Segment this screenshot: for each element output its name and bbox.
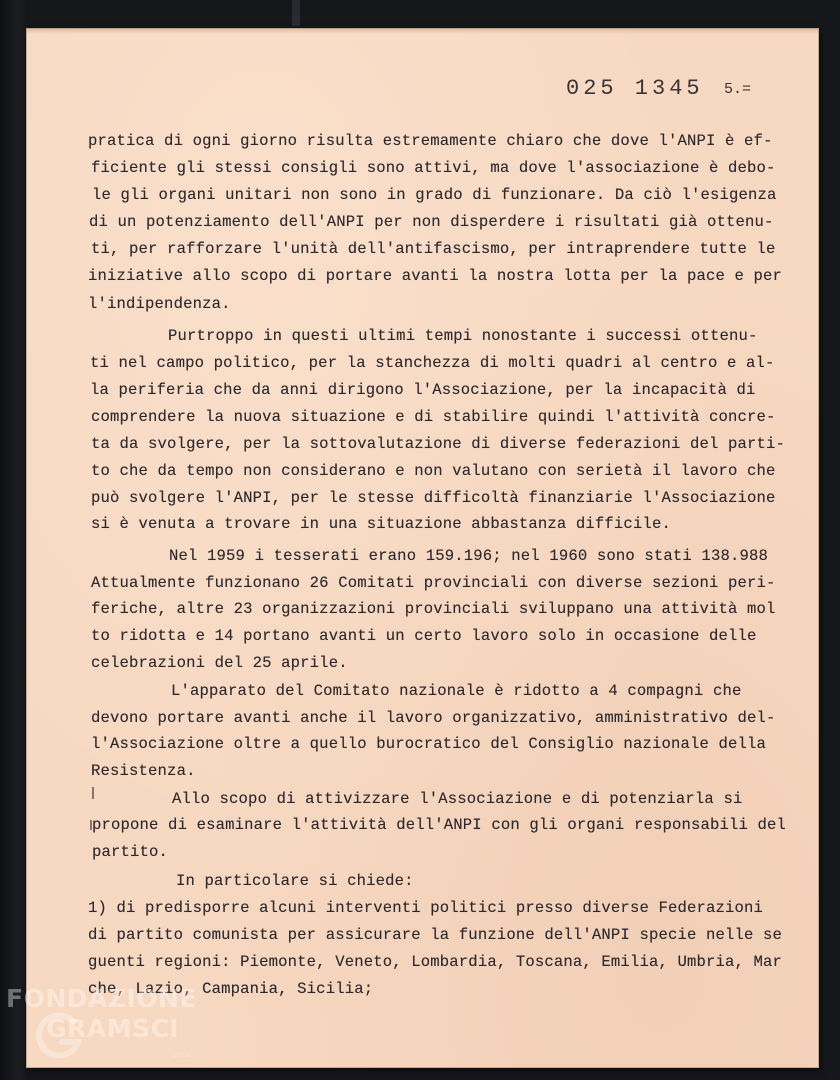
text-line: la periferia che da anni dirigono l'Associazione, per la incapacità di <box>90 381 756 399</box>
text-line: feriche, altre 23 organizzazioni provinciali sviluppano una attività mol <box>91 600 776 618</box>
watermark-foundation: FONDAZIONE <box>6 984 198 1013</box>
text-line: l'Associazione oltre a quello burocratico del Consiglio nazionale della <box>91 735 767 753</box>
page-number: 5.= <box>724 81 752 98</box>
watermark-gramsci: GRAMSCI <box>46 1014 180 1043</box>
margin-pencil-mark <box>90 820 92 830</box>
text-line: devono portare avanti anche il lavoro organizzativo, amministrativo del- <box>91 709 776 727</box>
text-line: che, Lazio, Campania, Sicilia; <box>88 980 374 998</box>
text-line: L'apparato del Comitato nazionale è ridotto a 4 compagni che <box>171 682 742 700</box>
text-line: ti, per rafforzare l'unità dell'antifascismo, per intraprendere tutte le <box>91 240 776 258</box>
archive-watermark <box>6 984 226 1074</box>
text-line: guenti regioni: Piemonte, Veneto, Lombardia, Toscana, Emilia, Umbria, Mar <box>88 953 783 971</box>
text-line: comprendere la nuova situazione e di stabilire quindi l'attività concre- <box>91 408 776 426</box>
margin-pencil-mark <box>92 787 94 799</box>
text-line: Nel 1959 i tesserati erano 159.196; nel 1960 sono stati 138.988 <box>169 547 768 565</box>
text-line: può svolgere l'ANPI, per le stesse difficoltà finanziarie l'Associazione <box>91 489 776 507</box>
text-line: to ridotta e 14 portano avanti un certo lavoro solo in occasione delle <box>91 627 757 645</box>
text-line: di partito comunista per assicurare la funzione dell'ANPI specie nelle se <box>88 926 783 944</box>
scanner-clip <box>296 0 300 26</box>
text-line: di un potenziamento dell'ANPI per non disperdere i risultati già ottenu- <box>89 213 774 231</box>
text-line: ficiente gli stessi consigli sono attivi, ma dove l'associazione è debo- <box>91 159 776 177</box>
text-line: le gli organi unitari non sono in grado di funzionare. Da ciò l'esigenza <box>92 186 777 204</box>
text-line: to che da tempo non considerano e non valutano con serietà il lavoro che <box>91 462 776 480</box>
text-line: In particolare si chiede: <box>176 872 414 890</box>
text-line: Resistenza. <box>91 762 196 780</box>
text-line: l'indipendenza. <box>88 295 231 313</box>
text-line: Allo scopo di attivizzare l'Associazione e di potenziarla si <box>172 790 743 808</box>
text-line: partito. <box>92 843 169 861</box>
text-line: ta da svolgere, per la sottovalutazione di diverse federazioni del parti- <box>91 435 786 453</box>
text-line: Attualmente funzionano 26 Comitati provinciali con diverse sezioni peri- <box>91 574 776 592</box>
archive-reference-number: 025 1345 <box>566 76 704 101</box>
text-line: celebrazioni del 25 aprile. <box>91 654 348 672</box>
text-line: pratica di ogni giorno risulta estremamente chiaro che dove l'ANPI è ef- <box>88 132 773 150</box>
text-line: iniziative allo scopo di portare avanti la nostra lotta per la pace e per <box>88 267 783 285</box>
text-line: 1) di predisporre alcuni interventi politici presso diverse Federazioni <box>88 899 764 917</box>
text-line: Purtroppo in questi ultimi tempi nonostante i successi ottenu- <box>168 327 758 345</box>
text-line: si è venuta a trovare in una situazione abbastanza difficile. <box>91 515 671 533</box>
text-line: propone di esaminare l'attività dell'ANPI con gli organi responsabili del <box>92 816 787 834</box>
watermark-onlus: onlus <box>172 1051 191 1059</box>
text-line: ti nel campo politico, per la stanchezza di molti quadri al centro e al- <box>90 354 775 372</box>
page-top-edge <box>26 28 819 34</box>
